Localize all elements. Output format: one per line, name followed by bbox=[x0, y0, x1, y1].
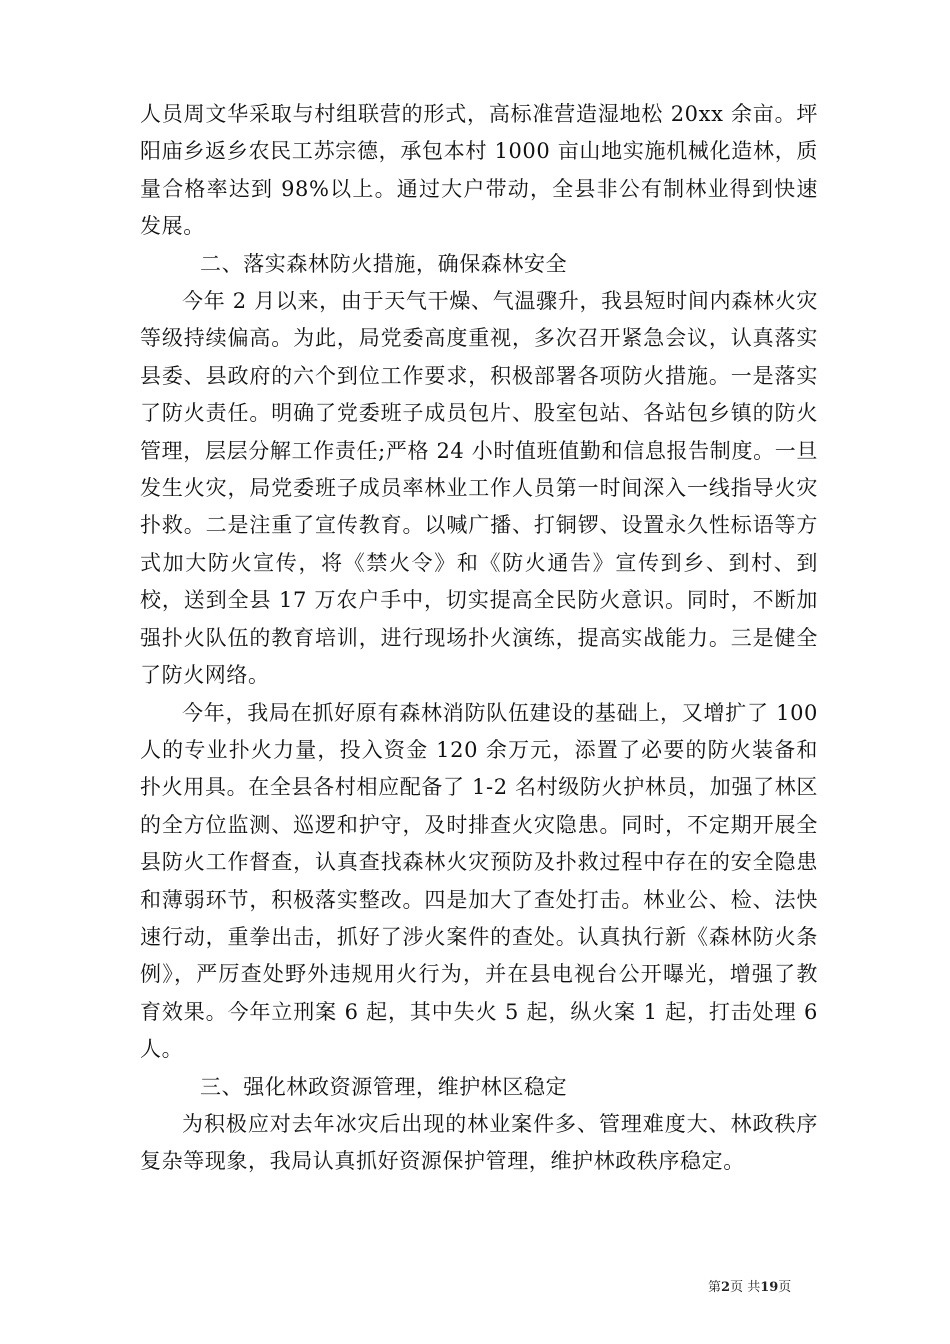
section-heading-3: 三、强化林政资源管理，维护林区稳定 bbox=[200, 1074, 568, 1099]
paragraph-continuation: 人员周文华采取与村组联营的形式，高标准营造湿地松 20xx 余亩。坪阳庙乡返乡农民工苏宗德，承包本村 1000 亩山地实施机械化造林，质量合格率达到 98%以上。通过大户带动，全县非公有制林业得到快速发展。 bbox=[140, 102, 818, 239]
current-page-number: 2 bbox=[721, 1280, 731, 1295]
paragraph-forest-management: 为积极应对去年冰灾后出现的林业案件多、管理难度大、林政秩序复杂等现象，我局认真抓好资源保护管理，维护林政秩序稳定。 bbox=[140, 1111, 818, 1174]
section-heading-2: 二、落实森林防火措施，确保森林安全 bbox=[200, 251, 568, 276]
paragraph-fire-team: 今年，我局在抓好原有森林消防队伍建设的基础上，又增扩了 100 人的专业扑火力量，投入资金 120 余万元，添置了必要的防火装备和扑火用具。在全县各村相应配备了 1-2 名村级防火护林员，加强了林区的全方位监测、巡逻和护守，及时排查火灾隐患。同时，不定期开展全县防火工作督查，认真查找森林火灾预防及扑救过程中存在的安全隐患和薄弱环节，积极落实整改。四是加大了查处打击。林业公、检、法快速行动，重拳出击，抓好了涉火案件的查处。认真执行新《森林防火条例》，严厉查处野外违规用火行为，并在县电视台公开曝光，增强了教育效果。今年立刑案 6 起，其中失火 5 起，纵火案 1 起，打击处理 6 人。 bbox=[140, 700, 818, 1062]
total-page-number: 19 bbox=[760, 1280, 779, 1295]
paragraph-fire-measures: 今年 2 月以来，由于天气干燥、气温骤升，我县短时间内森林火灾等级持续偏高。为此，局党委高度重视，多次召开紧急会议，认真落实县委、县政府的六个到位工作要求，积极部署各项防火措施。一是落实了防火责任。明确了党委班子成员包片、股室包站、各站包乡镇的防火管理，层层分解工作责任;严格 24 小时值班值勤和信息报告制度。一旦发生火灾，局党委班子成员率林业工作人员第一时间深入一线指导火灾扑救。二是注重了宣传教育。以喊广播、打铜锣、设置永久性标语等方式加大防火宣传，将《禁火令》和《防火通告》宣传到乡、到村、到校，送到全县 17 万农户手中，切实提高全民防火意识。同时，不断加强扑火队伍的教育培训，进行现场扑火演练，提高实战能力。三是健全了防火网络。 bbox=[140, 289, 818, 688]
page-number: 第2页 共19页 bbox=[708, 1280, 792, 1295]
body-text bbox=[140, 96, 818, 1181]
